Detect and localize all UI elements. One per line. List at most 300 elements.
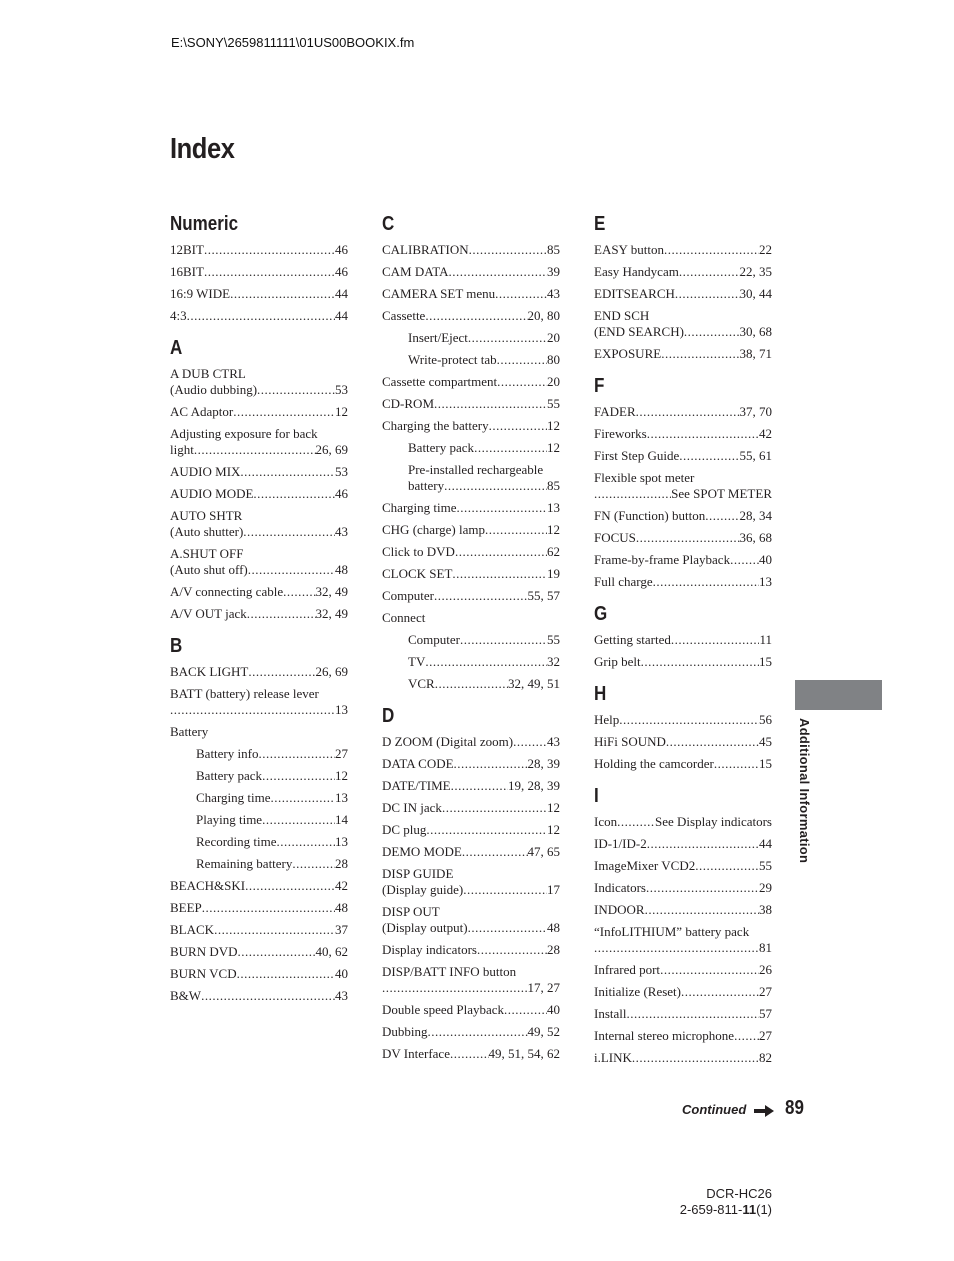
index-entry: [382, 1002, 560, 1018]
entry-pages: 55: [759, 858, 772, 873]
entry-pages: 53: [335, 382, 348, 397]
entry-pages: 53: [335, 464, 348, 479]
dot-leader: [233, 404, 335, 420]
index-entry: [382, 500, 560, 516]
entry-term: i.LINK: [594, 1050, 632, 1065]
entry-term: Dubbing: [382, 1024, 428, 1039]
entry-term: BEACH&SKI: [170, 878, 246, 893]
dot-leader: [460, 632, 547, 648]
dot-leader: [426, 822, 547, 838]
index-entry: [594, 286, 772, 302]
entry-pages: 20: [547, 330, 560, 345]
entry-pages: 36, 68: [739, 530, 772, 545]
index-entry: [382, 440, 560, 456]
entry-pages: 32, 49: [315, 606, 348, 621]
index-section: [170, 212, 348, 324]
entry-term: Remaining battery: [196, 856, 293, 871]
entry-pages: 13: [335, 790, 348, 805]
dot-leader: [258, 746, 335, 762]
index-entry: [170, 768, 348, 784]
entry-term: BLACK: [170, 922, 215, 937]
entry-pages: 22: [759, 242, 772, 257]
entry-term: CHG (charge) lamp: [382, 522, 486, 537]
index-entry: [382, 566, 560, 582]
entry-pages: 37, 70: [739, 404, 772, 419]
index-entry: [594, 654, 772, 670]
index-entry: [170, 790, 348, 806]
index-entry: [170, 724, 348, 740]
dot-leader: [504, 1002, 547, 1018]
entry-term: 16:9 WIDE: [170, 286, 231, 301]
dot-leader: [636, 404, 740, 420]
entry-term: TV: [408, 654, 426, 669]
index-entry: [170, 264, 348, 280]
dot-leader: [425, 308, 527, 324]
entry-term: FN (Function) button: [594, 508, 706, 523]
index-entry: [382, 462, 560, 494]
entry-term: Holding the camcorder: [594, 756, 714, 771]
index-entry: [382, 1046, 560, 1062]
index-entry: [594, 734, 772, 750]
footer: [680, 1186, 772, 1218]
entry-pages: 28: [547, 942, 560, 957]
dot-leader: [661, 346, 739, 362]
index-entry: [594, 308, 772, 340]
index-entry: [382, 904, 560, 936]
index-entry: [382, 778, 560, 794]
entry-term: battery: [408, 478, 445, 493]
entry-pages: 55, 61: [739, 448, 772, 463]
continued-label: Continued: [682, 1102, 747, 1117]
entry-pages: 13: [335, 834, 348, 849]
entry-pages: 26, 69: [315, 442, 348, 457]
entry-term: (Audio dubbing): [170, 382, 258, 397]
index-entry: [382, 374, 560, 390]
entry-pages: 57: [759, 1006, 772, 1021]
index-entry: [594, 836, 772, 852]
index-entry: [170, 546, 348, 578]
index-entry: [382, 1024, 560, 1040]
entry-pages: 27: [759, 984, 772, 999]
entry-pages: 28, 34: [739, 508, 772, 523]
dot-leader: [442, 800, 547, 816]
dot-leader: [230, 286, 335, 302]
entry-term: Pre-installed rechargeable: [408, 462, 544, 477]
dot-leader: [489, 418, 547, 434]
entry-pages: 48: [335, 562, 348, 577]
entry-pages: 47, 65: [527, 844, 560, 859]
index-entry: [594, 962, 772, 978]
index-entry: [594, 530, 772, 546]
entry-term: FOCUS: [594, 530, 636, 545]
entry-term: (END SEARCH): [594, 324, 684, 339]
dot-leader: [660, 962, 759, 978]
entry-pages: 46: [335, 264, 348, 279]
entry-term: (Display output): [382, 920, 468, 935]
index-entry: [382, 866, 560, 898]
entry-pages: 85: [547, 478, 560, 493]
dot-leader: [194, 442, 316, 458]
entry-term: Easy Handycam: [594, 264, 679, 279]
entry-term: Indicators: [594, 880, 646, 895]
entry-term: CAM DATA: [382, 264, 449, 279]
entry-pages: 48: [335, 900, 348, 915]
index-entry: [170, 464, 348, 480]
entry-term: DC IN jack: [382, 800, 442, 815]
section-heading: Numeric: [170, 213, 239, 235]
dot-leader: [671, 632, 760, 648]
entry-pages: 38: [759, 902, 772, 917]
index-section: [594, 212, 772, 362]
dot-leader: [469, 242, 547, 258]
entry-term: CALIBRATION: [382, 242, 469, 257]
dot-leader: [434, 588, 528, 604]
index-entry: [594, 984, 772, 1000]
dot-leader: [646, 880, 759, 896]
index-entry: [594, 1050, 772, 1066]
index-entry: [382, 756, 560, 772]
dot-leader: [425, 654, 547, 670]
entry-pages: 15: [759, 756, 772, 771]
dot-leader: [257, 382, 335, 398]
section-heading: A: [170, 337, 183, 359]
index-entry: [594, 1028, 772, 1044]
entry-pages: 43: [547, 734, 560, 749]
entry-term: 16BIT: [170, 264, 204, 279]
index-entry: [382, 822, 560, 838]
index-entry: [594, 902, 772, 918]
dot-leader: [684, 324, 740, 340]
dot-leader: [449, 264, 548, 280]
section-heading: I: [594, 785, 599, 807]
entry-pages: 12: [335, 404, 348, 419]
index-column-2: [382, 212, 560, 1068]
dot-leader: [271, 790, 335, 806]
entry-term: ID-1/ID-2: [594, 836, 647, 851]
index-entry: [170, 686, 348, 718]
index-entry: [170, 856, 348, 872]
dot-leader: [237, 966, 335, 982]
entry-term: CAMERA SET menu: [382, 286, 496, 301]
entry-pages: 11: [759, 632, 772, 647]
index-entry: [594, 508, 772, 524]
entry-pages: 20, 80: [527, 308, 560, 323]
index-entry: [382, 844, 560, 860]
entry-term: Battery: [170, 724, 209, 739]
entry-term: A/V OUT jack: [170, 606, 247, 621]
dot-leader: [675, 286, 740, 302]
index-entry: [594, 858, 772, 874]
entry-term: Grip belt: [594, 654, 641, 669]
entry-pages: 13: [335, 702, 348, 717]
index-entry: [594, 346, 772, 362]
index-entry: [170, 988, 348, 1004]
entry-pages: 49, 52: [527, 1024, 560, 1039]
index-section: [382, 704, 560, 1062]
index-entry: [594, 1006, 772, 1022]
entry-pages: 17, 27: [527, 980, 560, 995]
index-entry: [382, 286, 560, 302]
entry-pages: 40: [759, 552, 772, 567]
entry-term: AUDIO MODE: [170, 486, 254, 501]
dot-leader: [513, 734, 547, 750]
entry-term: ImageMixer VCD2: [594, 858, 696, 873]
entry-term: 12BIT: [170, 242, 204, 257]
index-entry: [382, 734, 560, 750]
entry-term: EASY button: [594, 242, 664, 257]
index-entry: [594, 712, 772, 728]
entry-pages: 40: [547, 1002, 560, 1017]
dot-leader: [170, 702, 335, 718]
entry-term: DATA CODE: [382, 756, 454, 771]
entry-term: Playing time: [196, 812, 263, 827]
index-entry: [170, 366, 348, 398]
index-entry: [382, 352, 560, 368]
dot-leader: [647, 426, 759, 442]
entry-term: AC Adaptor: [170, 404, 234, 419]
dot-leader: [734, 1028, 759, 1044]
section-tab-label: Additional Information: [797, 718, 812, 864]
dot-leader: [245, 878, 335, 894]
entry-term: DISP OUT: [382, 904, 440, 919]
dot-leader: [451, 778, 508, 794]
part-code-bold: 11: [742, 1202, 757, 1217]
dot-leader: [202, 900, 335, 916]
entry-term: Fireworks: [594, 426, 647, 441]
dot-leader: [645, 902, 759, 918]
entry-pages: 43: [335, 988, 348, 1003]
dot-leader: [283, 584, 315, 600]
dot-leader: [262, 812, 335, 828]
dot-leader: [452, 566, 547, 582]
entry-pages: 62: [547, 544, 560, 559]
entry-term: END SCH: [594, 308, 650, 323]
entry-term: DISP GUIDE: [382, 866, 454, 881]
entry-pages: 40, 62: [315, 944, 348, 959]
entry-term: DV Interface: [382, 1046, 450, 1061]
entry-pages: 45: [759, 734, 772, 749]
entry-pages: 19, 28, 39: [508, 778, 560, 793]
entry-term: Connect: [382, 610, 426, 625]
dot-leader: [444, 478, 547, 494]
index-entry: [382, 610, 560, 626]
entry-pages: 12: [547, 522, 560, 537]
entry-term: EXPOSURE: [594, 346, 662, 361]
dot-leader: [485, 522, 547, 538]
entry-pages: 80: [547, 352, 560, 367]
entry-pages: 13: [759, 574, 772, 589]
index-entry: [594, 264, 772, 280]
index-entry: [594, 426, 772, 442]
entry-pages: 85: [547, 242, 560, 257]
index-entry: [170, 426, 348, 458]
index-entry: [382, 632, 560, 648]
entry-term: Write-protect tab: [408, 352, 497, 367]
dot-leader: [435, 676, 508, 692]
index-entry: [170, 486, 348, 502]
index-entry: [170, 308, 348, 324]
dot-leader: [497, 352, 547, 368]
entry-term: AUTO SHTR: [170, 508, 243, 523]
entry-term: Install: [594, 1006, 627, 1021]
entry-pages: 26, 69: [315, 664, 348, 679]
entry-term: BACK LIGHT: [170, 664, 249, 679]
entry-pages: 12: [547, 800, 560, 815]
entry-term: BURN DVD: [170, 944, 238, 959]
index-entry: [170, 606, 348, 622]
entry-pages: 44: [335, 286, 348, 301]
index-entry: [594, 880, 772, 896]
entry-pages: 43: [335, 524, 348, 539]
entry-term: A/V connecting cable: [170, 584, 284, 599]
entry-pages: 40: [335, 966, 348, 981]
dot-leader: [495, 286, 547, 302]
entry-pages: 55: [547, 396, 560, 411]
dot-leader: [262, 768, 335, 784]
dot-leader: [455, 544, 547, 560]
entry-term: First Step Guide: [594, 448, 680, 463]
index-entry: [170, 404, 348, 420]
section-heading: E: [594, 213, 606, 235]
entry-term: BATT (battery) release lever: [170, 686, 319, 701]
entry-term: Cassette: [382, 308, 426, 323]
index-entry: [170, 242, 348, 258]
entry-pages: 17: [547, 882, 560, 897]
dot-leader: [714, 756, 759, 772]
entry-term: (Display guide): [382, 882, 464, 897]
entry-term: AUDIO MIX: [170, 464, 241, 479]
entry-term: Computer: [382, 588, 434, 603]
section-heading: D: [382, 705, 395, 727]
entry-pages: See Display indicators: [655, 814, 772, 829]
dot-leader: [641, 654, 759, 670]
entry-term: Display indicators: [382, 942, 477, 957]
entry-pages: 30, 68: [739, 324, 772, 339]
index-entry: [594, 756, 772, 772]
index-entry: [382, 800, 560, 816]
entry-term: Cassette compartment: [382, 374, 498, 389]
entry-term: Double speed Playback: [382, 1002, 505, 1017]
index-column-3: [594, 212, 772, 1072]
entry-pages: 12: [547, 822, 560, 837]
entry-pages: 39: [547, 264, 560, 279]
entry-pages: 46: [335, 486, 348, 501]
page-number: 89: [785, 1097, 804, 1119]
section-heading: F: [594, 375, 605, 397]
dot-leader: [653, 574, 759, 590]
index-entry: [382, 396, 560, 412]
index-section: [170, 634, 348, 1004]
entry-pages: 27: [335, 746, 348, 761]
entry-pages: 55: [547, 632, 560, 647]
index-entry: [382, 418, 560, 434]
part-code-prefix: 2-659-811-: [679, 1202, 743, 1217]
entry-term: EDITSEARCH: [594, 286, 675, 301]
dot-leader: [382, 980, 528, 996]
entry-pages: 81: [759, 940, 772, 955]
entry-pages: 37: [335, 922, 348, 937]
entry-term: Icon: [594, 814, 618, 829]
index-entry: [170, 900, 348, 916]
dot-leader: [457, 500, 547, 516]
dot-leader: [292, 856, 335, 872]
index-entry: [170, 944, 348, 960]
entry-term: Help: [594, 712, 620, 727]
index-entry: [170, 878, 348, 894]
file-path: E:\SONY\2659811111\01US00BOOKIX.fm: [171, 35, 415, 50]
index-entry: [594, 470, 772, 502]
entry-pages: 15: [759, 654, 772, 669]
entry-pages: 42: [335, 878, 348, 893]
index-entry: [170, 508, 348, 540]
dot-leader: [454, 756, 528, 772]
entry-term: Battery info: [196, 746, 259, 761]
entry-pages: 48: [547, 920, 560, 935]
index-entry: [170, 966, 348, 982]
entry-term: Initialize (Reset): [594, 984, 681, 999]
index-entry: [382, 942, 560, 958]
dot-leader: [594, 940, 759, 956]
index-entry: [594, 632, 772, 648]
entry-term: Frame-by-frame Playback: [594, 552, 731, 567]
dot-leader: [664, 242, 759, 258]
dot-leader: [477, 942, 547, 958]
dot-leader: [204, 264, 335, 280]
entry-term: Infrared port: [594, 962, 661, 977]
entry-term: Charging time: [196, 790, 271, 805]
dot-leader: [434, 396, 547, 412]
entry-pages: 32: [547, 654, 560, 669]
index-entry: [594, 814, 772, 830]
entry-term: “InfoLITHIUM” battery pack: [594, 924, 750, 939]
entry-term: BEEP: [170, 900, 202, 915]
section-heading: G: [594, 603, 608, 625]
entry-pages: 26: [759, 962, 772, 977]
index-entry: [382, 544, 560, 560]
entry-term: Internal stereo microphone: [594, 1028, 735, 1043]
entry-term: DC plug: [382, 822, 427, 837]
section-tab: [795, 680, 882, 710]
entry-pages: 28: [335, 856, 348, 871]
index-entry: [170, 834, 348, 850]
entry-term: Insert/Eject: [408, 330, 468, 345]
entry-term: VCR: [408, 676, 435, 691]
dot-leader: [679, 264, 740, 280]
entry-term: Battery pack: [196, 768, 263, 783]
index-section: [594, 784, 772, 1066]
entry-term: BURN VCD: [170, 966, 237, 981]
dot-leader: [681, 984, 759, 1000]
index-entry: [170, 746, 348, 762]
index-section: [594, 602, 772, 670]
index-section: [382, 212, 560, 692]
part-code-suffix: (1): [756, 1202, 772, 1217]
entry-pages: 56: [759, 712, 772, 727]
index-section: [594, 682, 772, 772]
entry-pages: 44: [759, 836, 772, 851]
index-entry: [382, 264, 560, 280]
dot-leader: [468, 920, 547, 936]
index-entry: [594, 574, 772, 590]
page-title: Index: [170, 133, 235, 165]
section-heading: H: [594, 683, 607, 705]
entry-pages: 12: [335, 768, 348, 783]
entry-term: INDOOR: [594, 902, 645, 917]
entry-pages: 20: [547, 374, 560, 389]
entry-term: (Auto shutter): [170, 524, 244, 539]
index-entry: [382, 588, 560, 604]
entry-pages: 49, 51, 54, 62: [488, 1046, 560, 1061]
